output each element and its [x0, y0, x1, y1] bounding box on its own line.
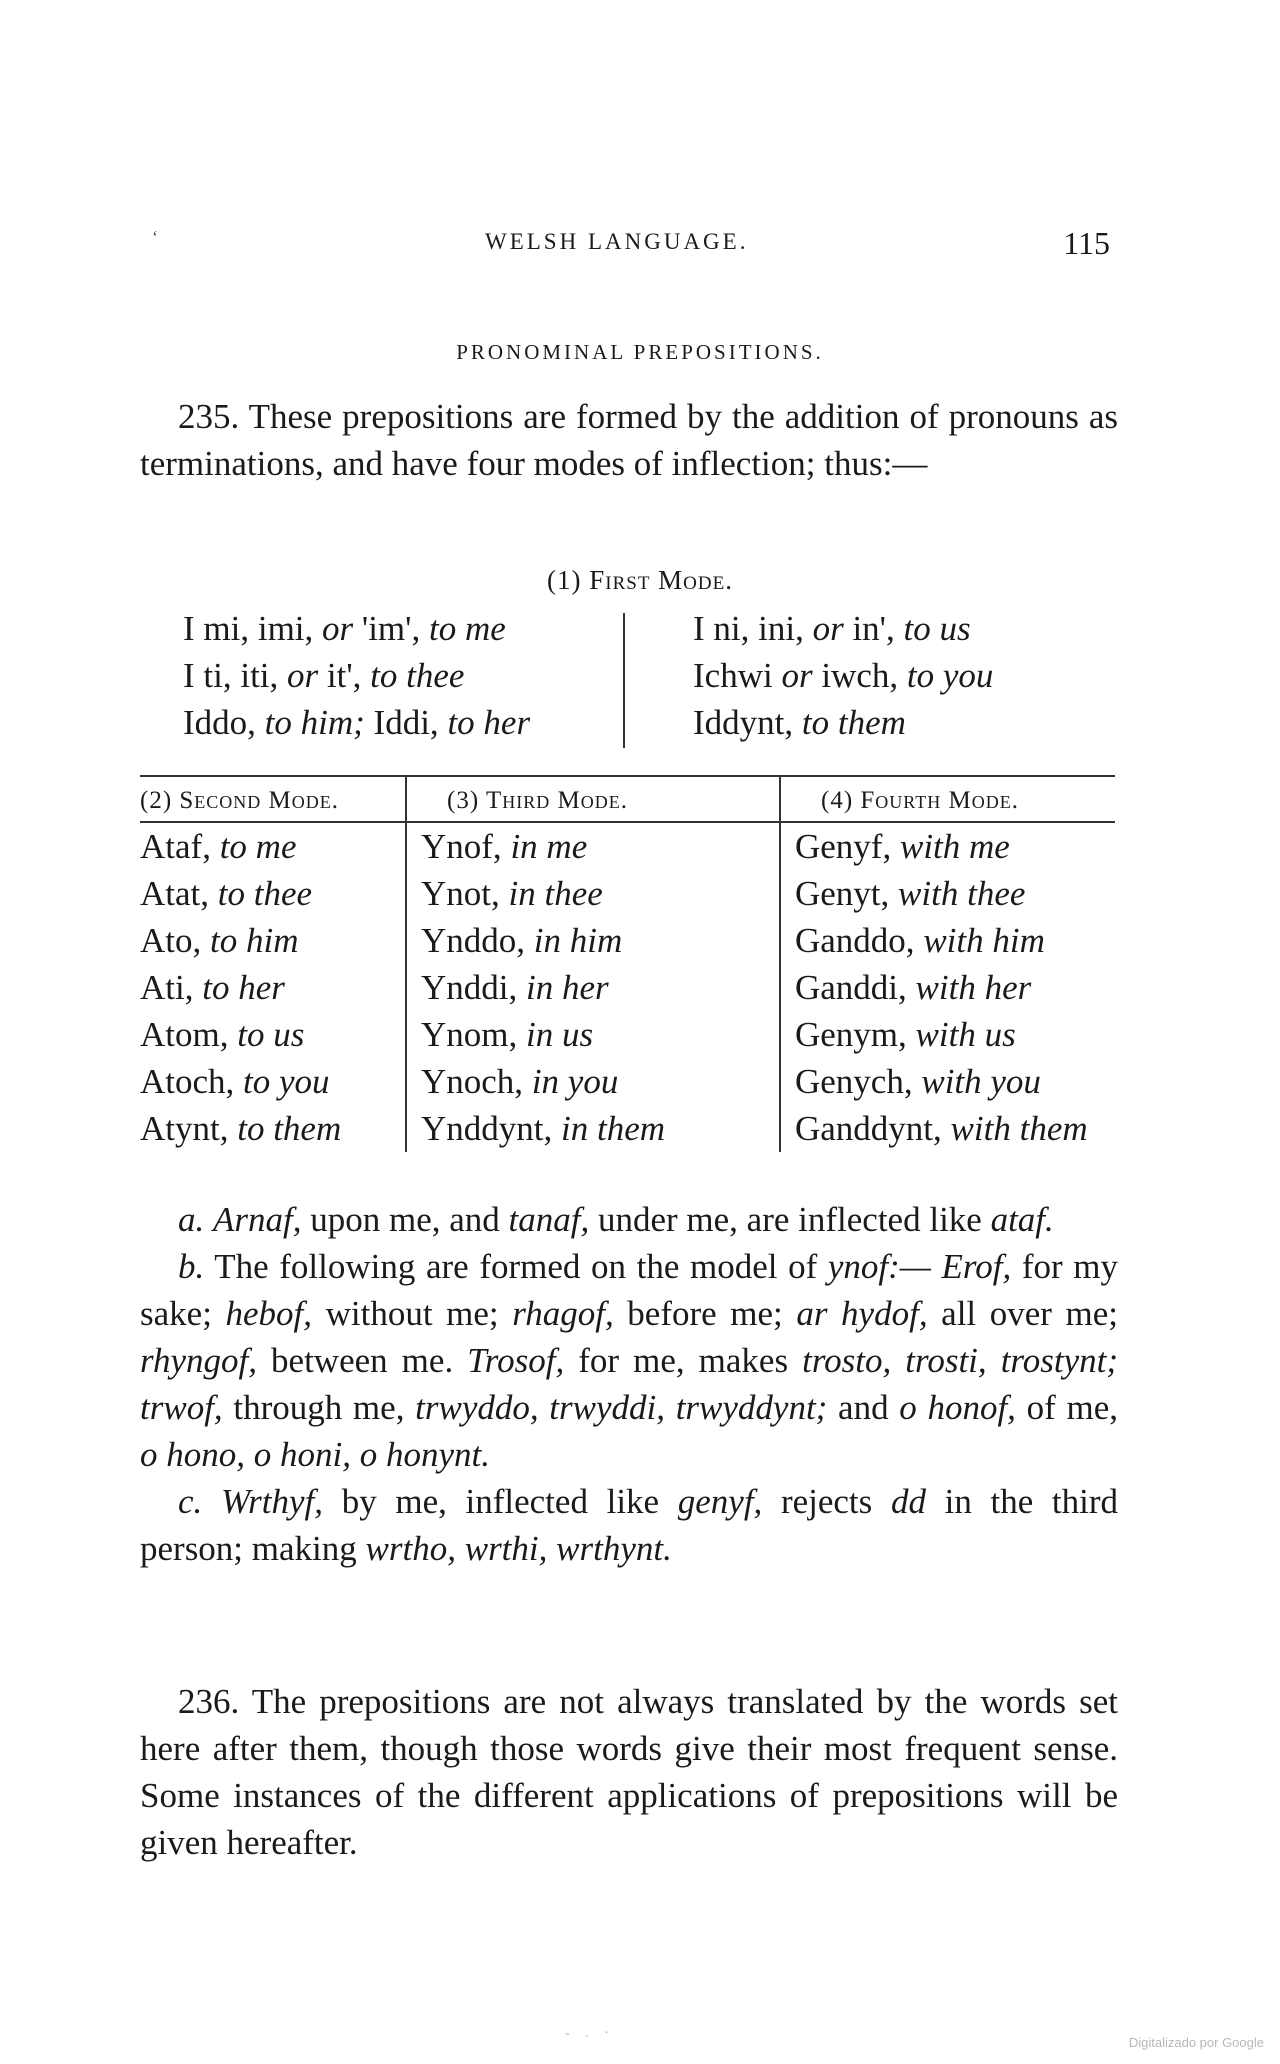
welsh-form: Atat,	[140, 873, 218, 913]
welsh-form: I mi, imi,	[183, 609, 323, 648]
welsh-form: Genyt,	[795, 873, 899, 913]
welsh-form: Ynddo,	[421, 920, 534, 960]
welsh-term: genyf,	[677, 1482, 763, 1521]
table-cell	[406, 964, 780, 1011]
gloss: to them	[801, 703, 906, 742]
note-text: without me;	[312, 1294, 513, 1333]
welsh-term: trosto, trosti, trostynt;	[802, 1341, 1119, 1380]
page-header	[140, 225, 1110, 265]
section-title: PRONOMINAL PREPOSITIONS.	[456, 340, 824, 364]
welsh-term: tanaf,	[508, 1200, 590, 1239]
gloss: to her	[447, 703, 531, 742]
page-number: 115	[1063, 225, 1110, 261]
column-header-third-mode: (3) Third Mode.	[406, 776, 780, 822]
welsh-form: Atynt,	[140, 1108, 238, 1148]
bottom-marks: - . ·	[565, 2026, 615, 2041]
note-text: by me, inflected like	[323, 1482, 678, 1521]
gloss: in them	[561, 1108, 666, 1148]
note-text: for me, makes	[564, 1341, 803, 1380]
gloss: in me	[510, 826, 588, 866]
table-row	[140, 870, 1115, 917]
note-label: b.	[178, 1247, 205, 1286]
running-title: WELSH LANGUAGE.	[485, 229, 749, 254]
note-a	[140, 1196, 1118, 1243]
note-text: before me;	[613, 1294, 797, 1333]
gloss: to thee	[217, 873, 313, 913]
welsh-form: Genym,	[795, 1014, 916, 1054]
note-text: for my sake;	[140, 1247, 1119, 1333]
welsh-term: Erof,	[941, 1247, 1012, 1286]
note-text: under me, are inflected like	[589, 1200, 991, 1239]
paragraph-235-text: 235. These prepositions are formed by the addition of pronouns as terminations, and have four modes of inflection; thus:—	[140, 397, 1118, 483]
note-b	[140, 1243, 1118, 1478]
welsh-form: Ganddynt,	[795, 1108, 951, 1148]
welsh-term: o hono, o honi, o honynt.	[140, 1435, 490, 1474]
conjunction: or	[287, 656, 319, 695]
welsh-form: Iddynt,	[693, 703, 802, 742]
welsh-form: 'im',	[353, 609, 429, 648]
gloss: with them	[950, 1108, 1088, 1148]
welsh-term: wrtho, wrthi, wrthynt.	[365, 1529, 672, 1568]
first-mode-right-column	[693, 605, 993, 746]
gloss: to you	[243, 1061, 330, 1101]
table-cell	[140, 1058, 406, 1105]
table-cell	[780, 1058, 1115, 1105]
table-cell	[406, 870, 780, 917]
table-cell	[406, 1105, 780, 1152]
table-row	[140, 1011, 1115, 1058]
welsh-form: Ynoch,	[421, 1061, 532, 1101]
welsh-form: Ynof,	[421, 826, 511, 866]
welsh-form: in',	[843, 609, 904, 648]
first-mode-title: (1) First Mode.	[547, 565, 733, 595]
welsh-form: Ichwi	[693, 656, 782, 695]
column-header-fourth-mode: (4) Fourth Mode.	[780, 776, 1115, 822]
welsh-term: rhagof,	[512, 1294, 614, 1333]
first-mode-left-column	[183, 605, 530, 746]
table-cell	[406, 822, 780, 870]
welsh-form: Genych,	[795, 1061, 922, 1101]
note-text: in the third person; making	[140, 1482, 1118, 1568]
table-cell	[780, 917, 1115, 964]
table-cell	[140, 917, 406, 964]
gloss: with her	[915, 967, 1032, 1007]
note-label: c.	[178, 1482, 203, 1521]
welsh-term: Arnaf,	[213, 1200, 302, 1239]
note-text	[931, 1247, 942, 1286]
welsh-form: Genyf,	[795, 826, 900, 866]
table-cell	[780, 1011, 1115, 1058]
modes-table-header-row	[140, 776, 1115, 822]
first-mode-line	[183, 699, 530, 746]
gloss: to me	[428, 609, 506, 648]
note-text: upon me, and	[301, 1200, 509, 1239]
note-text: rejects	[762, 1482, 891, 1521]
welsh-term: Wrthyf,	[220, 1482, 324, 1521]
welsh-form: I ni, ini,	[693, 609, 813, 648]
note-text: between me.	[257, 1341, 468, 1380]
paragraph-236	[140, 1678, 1118, 1866]
table-cell	[406, 1011, 780, 1058]
table-cell	[780, 1105, 1115, 1152]
first-mode-line	[183, 605, 530, 652]
paragraph-235	[140, 393, 1118, 487]
welsh-form: Ynddi,	[421, 967, 526, 1007]
welsh-term: ataf.	[990, 1200, 1054, 1239]
column-header-second-mode: (2) Second Mode.	[140, 776, 406, 822]
gloss: to him;	[264, 703, 365, 742]
table-row	[140, 1105, 1115, 1152]
welsh-term: ar hydof,	[796, 1294, 928, 1333]
note-text: of me,	[1015, 1388, 1118, 1427]
table-row	[140, 1058, 1115, 1105]
welsh-form: Atoch,	[140, 1061, 244, 1101]
paragraph-236-text: 236. The prepositions are not always translated by the words set here after them, though those words give their most frequent sense. Some instances of the different applications of prepositions will be given hereafter.	[140, 1682, 1118, 1862]
gloss: to us	[903, 609, 971, 648]
welsh-form: Ataf,	[140, 826, 220, 866]
gloss: to them	[237, 1108, 342, 1148]
welsh-term: Trosof,	[467, 1341, 565, 1380]
modes-table	[140, 775, 1115, 1152]
welsh-form: Iddi,	[364, 703, 448, 742]
table-cell	[780, 822, 1115, 870]
notes-block	[140, 1196, 1118, 1572]
gloss: with him	[923, 920, 1045, 960]
note-text: The following are formed on the model of	[204, 1247, 828, 1286]
conjunction: or	[812, 609, 844, 648]
welsh-term: rhyngof,	[140, 1341, 257, 1380]
welsh-term: dd	[890, 1482, 926, 1521]
gloss: with me	[899, 826, 1010, 866]
note-text: through me,	[222, 1388, 416, 1427]
note-text: and	[827, 1388, 900, 1427]
column-divider	[623, 613, 625, 748]
table-cell	[140, 870, 406, 917]
gloss: to him	[210, 920, 299, 960]
note-text: all over me;	[927, 1294, 1119, 1333]
gloss: in thee	[508, 873, 603, 913]
table-cell	[406, 917, 780, 964]
conjunction: or	[322, 609, 354, 648]
gloss: to us	[237, 1014, 305, 1054]
welsh-term: trwof,	[140, 1388, 223, 1427]
welsh-term: ynof:—	[827, 1247, 931, 1286]
gloss: in her	[526, 967, 609, 1007]
welsh-form: I ti, iti,	[183, 656, 288, 695]
welsh-form: Ato,	[140, 920, 210, 960]
conjunction: or	[781, 656, 813, 695]
table-cell	[140, 1105, 406, 1152]
gloss: with thee	[898, 873, 1026, 913]
welsh-form: iwch,	[812, 656, 907, 695]
first-mode-line	[693, 652, 993, 699]
gloss: in us	[526, 1014, 594, 1054]
welsh-form: Iddo,	[183, 703, 265, 742]
first-mode-line	[183, 652, 530, 699]
gloss: to her	[202, 967, 285, 1007]
table-cell	[140, 964, 406, 1011]
table-row	[140, 964, 1115, 1011]
note-c	[140, 1478, 1118, 1572]
welsh-term: o honof,	[899, 1388, 1016, 1427]
gloss: with us	[915, 1014, 1016, 1054]
margin-mark: ‘	[152, 227, 158, 247]
note-label: a.	[178, 1200, 205, 1239]
gloss: in him	[533, 920, 623, 960]
table-cell	[780, 964, 1115, 1011]
table-cell	[140, 822, 406, 870]
welsh-form: Ati,	[140, 967, 203, 1007]
digitization-watermark: Digitalizado por Google	[1128, 2035, 1264, 2050]
welsh-form: it',	[318, 656, 371, 695]
table-row	[140, 917, 1115, 964]
gloss: to you	[906, 656, 994, 695]
table-cell	[140, 1011, 406, 1058]
table-cell	[406, 1058, 780, 1105]
table-cell	[780, 870, 1115, 917]
welsh-form: Ganddo,	[795, 920, 924, 960]
gloss: with you	[921, 1061, 1041, 1101]
welsh-form: Ynom,	[421, 1014, 526, 1054]
welsh-term: trwyddo, trwyddi, trwyddynt;	[415, 1388, 828, 1427]
first-mode-line	[693, 605, 993, 652]
welsh-form: Ganddi,	[795, 967, 916, 1007]
welsh-form: Atom,	[140, 1014, 238, 1054]
welsh-form: Ynot,	[421, 873, 509, 913]
first-mode-line	[693, 699, 993, 746]
welsh-form: Ynddynt,	[421, 1108, 561, 1148]
gloss: to thee	[370, 656, 465, 695]
gloss: in you	[531, 1061, 619, 1101]
gloss: to me	[219, 826, 297, 866]
welsh-term: hebof,	[225, 1294, 313, 1333]
table-row	[140, 822, 1115, 870]
